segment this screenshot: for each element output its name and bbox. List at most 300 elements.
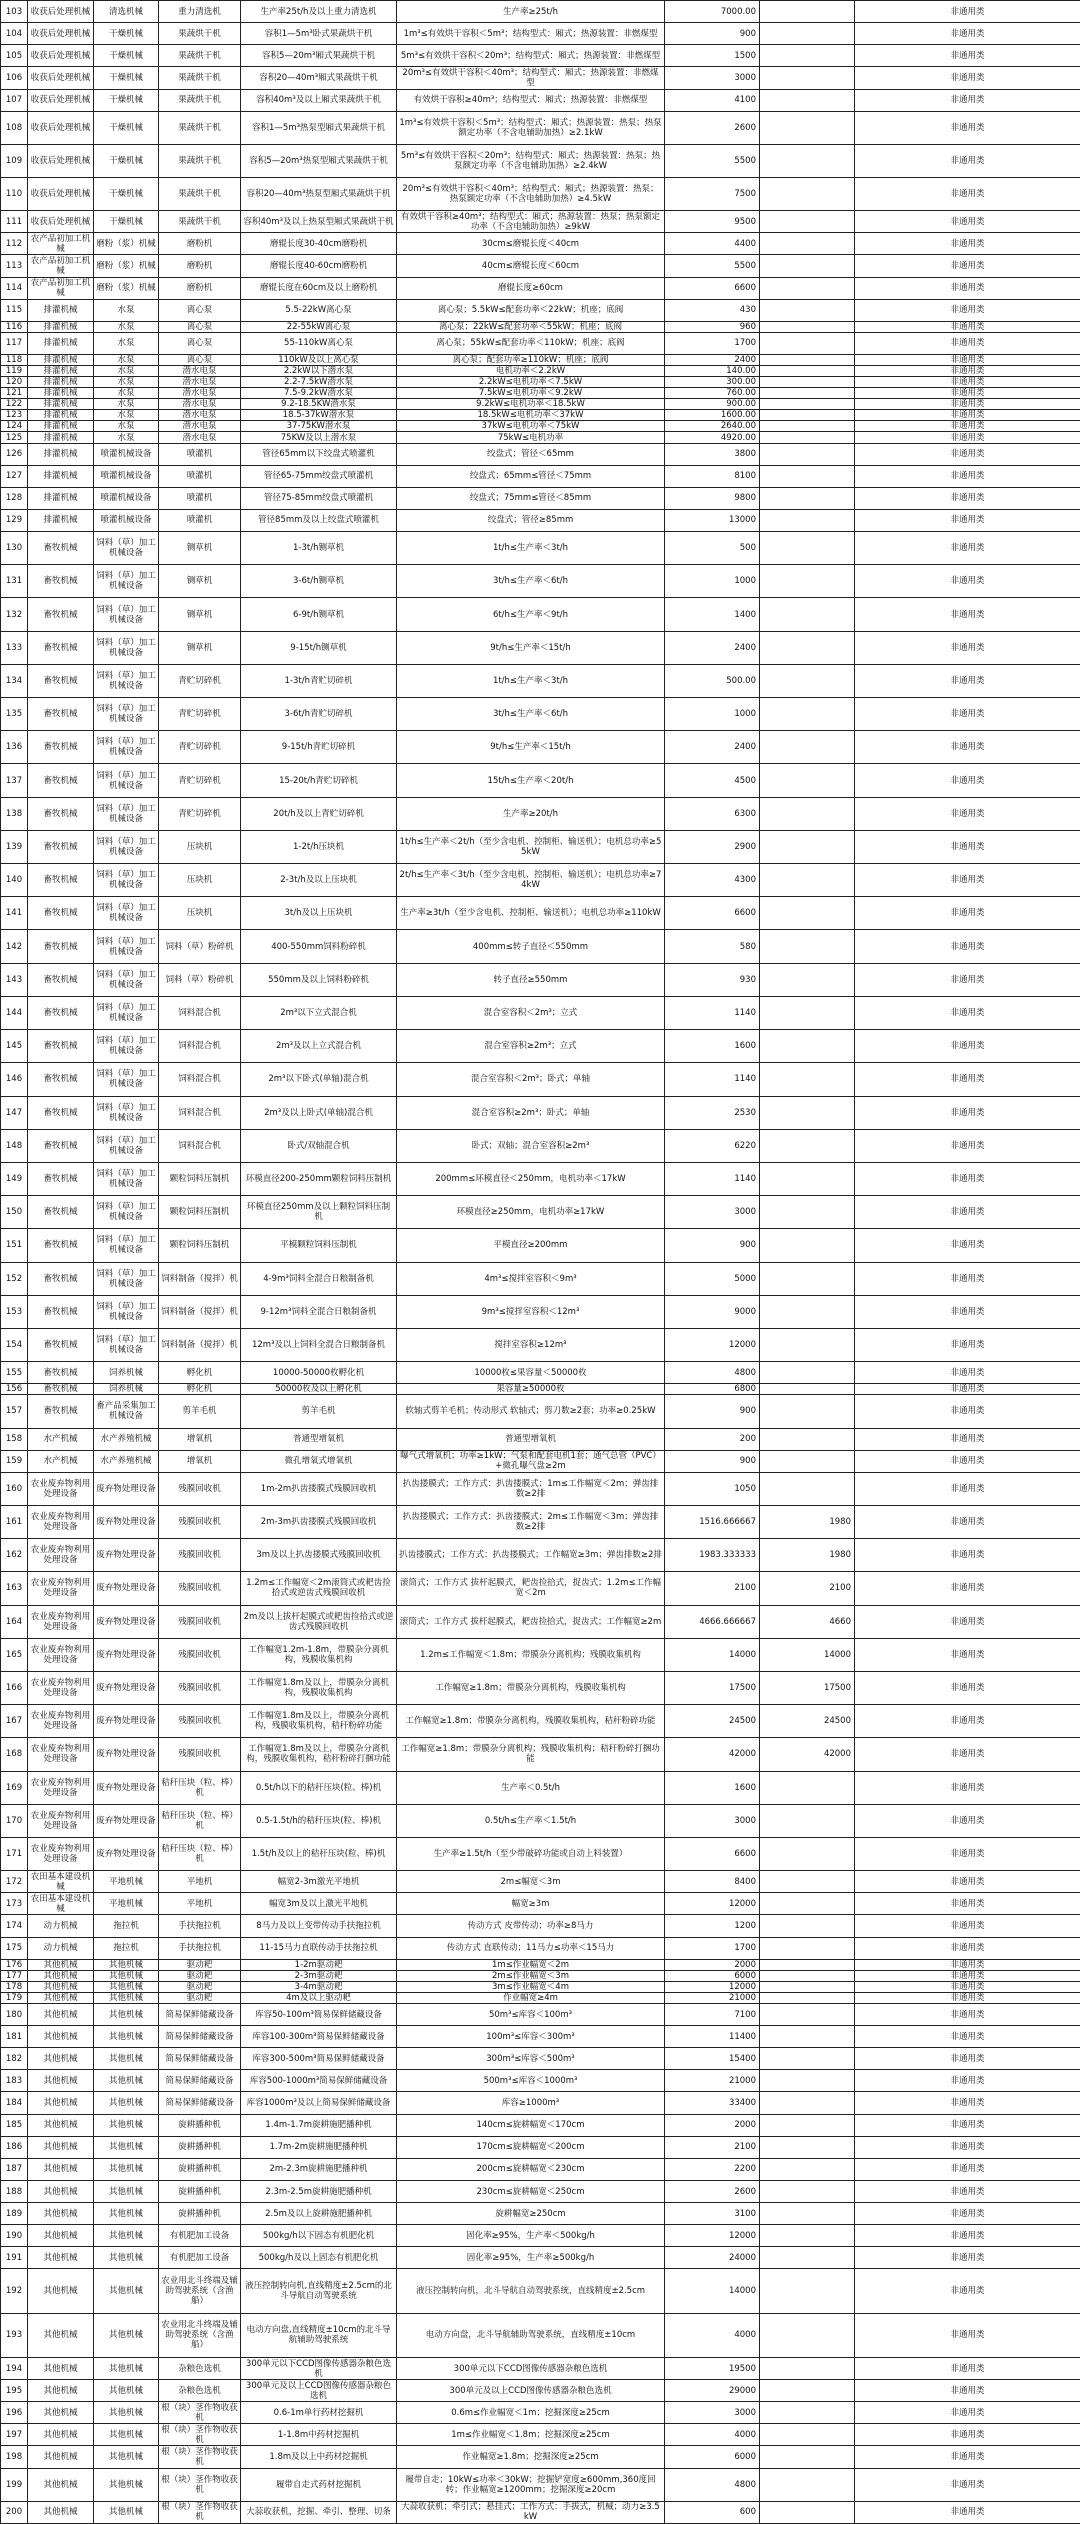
cell-col-8: [760, 1804, 855, 1837]
cell-col-1: 138: [1, 797, 28, 830]
cell-col-5: 1-3t/h铡草机: [241, 532, 397, 565]
cell-col-1: 196: [1, 2402, 28, 2424]
cell-col-5: 10000-50000枚孵化机: [241, 1362, 397, 1384]
cell-col-9: 非通用类: [855, 2380, 1080, 2402]
cell-col-7: 1200: [665, 1915, 760, 1937]
cell-col-1: 170: [1, 1804, 28, 1837]
cell-col-6: 6t/h≤生产率＜9t/h: [397, 598, 665, 631]
cell-col-8: [760, 2424, 855, 2446]
cell-col-4: 果蔬烘干机: [159, 111, 241, 144]
cell-col-2: 其他机械: [28, 2424, 94, 2446]
cell-col-4: 有机肥加工设备: [159, 2247, 241, 2269]
cell-col-9: 非通用类: [855, 1395, 1080, 1428]
cell-col-3: 饲料（草）加工机械设备: [94, 598, 159, 631]
cell-col-2: 畜牧机械: [28, 731, 94, 764]
cell-col-1: 113: [1, 255, 28, 277]
cell-col-1: 106: [1, 67, 28, 89]
cell-col-1: 152: [1, 1262, 28, 1295]
cell-col-2: 其他机械: [28, 2003, 94, 2025]
cell-col-5: 12m³及以上饲料全混合日粮制备机: [241, 1328, 397, 1361]
cell-col-7: 6600: [665, 1838, 760, 1871]
table-row: [1, 1804, 1080, 1837]
cell-col-6: 软轴式剪羊毛机；传动形式 软轴式；剪刀数≥2套；功率≥0.25kW: [397, 1395, 665, 1428]
cell-col-8: [760, 332, 855, 354]
cell-col-8: [760, 1162, 855, 1195]
cell-col-3: 饲料（草）加工机械设备: [94, 1096, 159, 1129]
cell-col-7: 430: [665, 299, 760, 321]
cell-col-8: [760, 487, 855, 509]
cell-col-1: 167: [1, 1705, 28, 1738]
table-row: [1, 1428, 1080, 1450]
cell-col-7: 2600: [665, 2180, 760, 2202]
cell-col-4: 残膜回收机: [159, 1605, 241, 1638]
table-row: [1, 797, 1080, 830]
cell-col-6: 离心泵；配套功率≥110kW；机座；底阀: [397, 355, 665, 366]
cell-col-4: 根（块）茎作物收获机: [159, 2424, 241, 2446]
cell-col-7: 6600: [665, 277, 760, 299]
cell-col-2: 排灌机械: [28, 355, 94, 366]
cell-col-4: 杂粮色选机: [159, 2380, 241, 2402]
cell-col-1: 193: [1, 2313, 28, 2357]
cell-col-3: 废弃物处理设备: [94, 1771, 159, 1804]
cell-col-8: [760, 1328, 855, 1361]
cell-col-1: 173: [1, 1893, 28, 1915]
cell-col-7: 42000: [665, 1738, 760, 1771]
cell-col-8: [760, 2501, 855, 2523]
cell-col-9: 非通用类: [855, 1771, 1080, 1804]
cell-col-4: 旋耕播种机: [159, 2180, 241, 2202]
cell-col-4: 秸秆压块（粒、棒）机: [159, 1838, 241, 1871]
cell-col-1: 164: [1, 1605, 28, 1638]
cell-col-5: 2.2-7.5kW潜水泵: [241, 377, 397, 388]
cell-col-4: 铡草机: [159, 631, 241, 664]
cell-col-8: [760, 2180, 855, 2202]
cell-col-5: 11-15马力直联传动手扶拖拉机: [241, 1937, 397, 1959]
cell-col-5: 库容1000m³及以上简易保鲜储藏设备: [241, 2092, 397, 2114]
table-row: [1, 1992, 1080, 2003]
cell-col-9: 非通用类: [855, 299, 1080, 321]
table-row: [1, 731, 1080, 764]
cell-col-2: 农田基本建设机械: [28, 1871, 94, 1893]
cell-col-1: 125: [1, 432, 28, 443]
cell-col-4: 磨粉机: [159, 233, 241, 255]
cell-col-4: 颗粒饲料压制机: [159, 1229, 241, 1262]
cell-col-6: 1t/h≤生产率＜3t/h: [397, 532, 665, 565]
cell-col-3: 喷灌机械设备: [94, 487, 159, 509]
table-row: [1, 1605, 1080, 1638]
cell-col-6: 1m³≤有效烘干容积＜5m³；结构型式：厢式；热源装置：热泵；热泵额定功率（不含电辅助加热）≥2.1kW: [397, 111, 665, 144]
table-row: [1, 1959, 1080, 1970]
cell-col-5: 110kW及以上离心泵: [241, 355, 397, 366]
cell-col-2: 农业废弃物利用处理设备: [28, 1539, 94, 1572]
cell-col-7: 13000: [665, 509, 760, 531]
cell-col-4: 孵化机: [159, 1384, 241, 1395]
cell-col-6: 37kW≤电机功率＜75kW: [397, 421, 665, 432]
cell-col-2: 动力机械: [28, 1937, 94, 1959]
cell-col-2: 农产品初加工机械: [28, 277, 94, 299]
cell-col-7: 6600: [665, 897, 760, 930]
cell-col-2: 其他机械: [28, 2501, 94, 2523]
cell-col-2: 收获后处理机械: [28, 1, 94, 23]
cell-col-4: 残膜回收机: [159, 1472, 241, 1505]
cell-col-9: 非通用类: [855, 2070, 1080, 2092]
cell-col-5: 容积20—40m³热泵型厢式果蔬烘干机: [241, 178, 397, 211]
cell-col-7: 15400: [665, 2048, 760, 2070]
cell-col-2: 其他机械: [28, 2402, 94, 2424]
cell-col-8: [760, 89, 855, 111]
cell-col-9: 非通用类: [855, 89, 1080, 111]
table-row: [1, 1384, 1080, 1395]
cell-col-7: 4800: [665, 2468, 760, 2501]
cell-col-9: 非通用类: [855, 532, 1080, 565]
cell-col-6: 15t/h≤生产率＜20t/h: [397, 764, 665, 797]
cell-col-4: 有机肥加工设备: [159, 2225, 241, 2247]
cell-col-2: 其他机械: [28, 2026, 94, 2048]
cell-col-5: 幅宽2-3m激光平地机: [241, 1871, 397, 1893]
cell-col-3: 饲料（草）加工机械设备: [94, 664, 159, 697]
cell-col-9: 非通用类: [855, 1229, 1080, 1262]
cell-col-3: 水泵: [94, 421, 159, 432]
cell-col-6: 混合室容积≥2m³；卧式；单轴: [397, 1096, 665, 1129]
cell-col-3: 饲料（草）加工机械设备: [94, 1328, 159, 1361]
cell-col-3: 拖拉机: [94, 1915, 159, 1937]
cell-col-4: 根（块）茎作物收获机: [159, 2446, 241, 2468]
cell-col-6: 2m≤幅宽＜3m: [397, 1871, 665, 1893]
cell-col-3: 拖拉机: [94, 1937, 159, 1959]
cell-col-7: 3000: [665, 1196, 760, 1229]
cell-col-9: 非通用类: [855, 1992, 1080, 2003]
cell-col-9: 非通用类: [855, 2048, 1080, 2070]
cell-col-3: 饲料（草）加工机械设备: [94, 1063, 159, 1096]
cell-col-2: 农业废弃物利用处理设备: [28, 1804, 94, 1837]
cell-col-7: 1140: [665, 1063, 760, 1096]
cell-col-3: 其他机械: [94, 2468, 159, 2501]
cell-col-9: 非通用类: [855, 399, 1080, 410]
cell-col-2: 水产机械: [28, 1428, 94, 1450]
cell-col-5: 1.5t/h及以上的秸秆压块(粒、棒)机: [241, 1838, 397, 1871]
cell-col-5: 2.3m-2.5m旋耕施肥播种机: [241, 2180, 397, 2202]
cell-col-5: 工作幅宽1.8m及以上，带膜杂分离机构，残膜收集机构，秸秆粉碎功能: [241, 1705, 397, 1738]
cell-col-3: 其他机械: [94, 2380, 159, 2402]
cell-col-8: [760, 144, 855, 177]
cell-col-8: 24500: [760, 1705, 855, 1738]
cell-col-9: 非通用类: [855, 1196, 1080, 1229]
cell-col-3: 其他机械: [94, 2402, 159, 2424]
cell-col-8: 2100: [760, 1572, 855, 1605]
cell-col-4: 简易保鲜储藏设备: [159, 2070, 241, 2092]
cell-col-1: 141: [1, 897, 28, 930]
cell-col-1: 133: [1, 631, 28, 664]
cell-col-1: 116: [1, 321, 28, 332]
table-row: [1, 2357, 1080, 2379]
cell-col-2: 农业废弃物利用处理设备: [28, 1505, 94, 1538]
cell-col-5: 9.2-18.5KW潜水泵: [241, 399, 397, 410]
cell-col-3: 水泵: [94, 355, 159, 366]
cell-col-5: 2m及以上拔杆起膜式或耙齿捡拾式或逆齿式残膜回收机: [241, 1605, 397, 1638]
cell-col-1: 159: [1, 1450, 28, 1472]
cell-col-8: [760, 1262, 855, 1295]
cell-col-3: 饲料（草）加工机械设备: [94, 1196, 159, 1229]
cell-col-1: 134: [1, 664, 28, 697]
table-row: [1, 388, 1080, 399]
cell-col-8: [760, 1196, 855, 1229]
cell-col-6: 转子直径≥550mm: [397, 963, 665, 996]
cell-col-8: [760, 764, 855, 797]
cell-col-8: [760, 233, 855, 255]
cell-col-4: 颗粒饲料压制机: [159, 1196, 241, 1229]
cell-col-5: 1.8m及以上中药材挖掘机: [241, 2446, 397, 2468]
cell-col-3: 其他机械: [94, 2180, 159, 2202]
cell-col-8: [760, 963, 855, 996]
cell-col-6: 工作幅宽≥1.8m；带膜杂分离机构，残膜收集机构，秸秆粉碎功能: [397, 1705, 665, 1738]
cell-col-4: 潜水电泵: [159, 410, 241, 421]
cell-col-4: 喷灌机: [159, 443, 241, 465]
table-row: [1, 2446, 1080, 2468]
cell-col-9: 非通用类: [855, 1162, 1080, 1195]
cell-col-3: 水泵: [94, 432, 159, 443]
cell-col-5: 大蒜收获机，挖掘、牵引、整理、切条: [241, 2501, 397, 2523]
cell-col-6: 2.2kW≤电机功率＜7.5kW: [397, 377, 665, 388]
cell-col-2: 畜牧机械: [28, 764, 94, 797]
cell-col-6: 1m≤作业幅宽＜2m: [397, 1959, 665, 1970]
cell-col-9: 非通用类: [855, 1262, 1080, 1295]
cell-col-7: 6300: [665, 797, 760, 830]
cell-col-1: 131: [1, 565, 28, 598]
cell-col-3: 水产养殖机械: [94, 1428, 159, 1450]
cell-col-1: 185: [1, 2114, 28, 2136]
cell-col-6: 固化率≥95%，生产率＜500kg/h: [397, 2225, 665, 2247]
cell-col-9: 非通用类: [855, 864, 1080, 897]
cell-col-6: 电动方向盘，北斗导航辅助驾驶系统，直线精度±10cm: [397, 2313, 665, 2357]
cell-col-9: 非通用类: [855, 23, 1080, 45]
cell-col-9: 非通用类: [855, 1428, 1080, 1450]
cell-col-8: 1980: [760, 1505, 855, 1538]
cell-col-3: 干燥机械: [94, 67, 159, 89]
cell-col-1: 179: [1, 1992, 28, 2003]
cell-col-7: 6800: [665, 1384, 760, 1395]
cell-col-1: 200: [1, 2501, 28, 2523]
cell-col-1: 166: [1, 1671, 28, 1704]
cell-col-8: 42000: [760, 1738, 855, 1771]
cell-col-6: 大蒜收获机；牵引式；悬挂式；工作方式：手拔式，机械；动力≥3.5kW: [397, 2501, 665, 2523]
cell-col-2: 畜牧机械: [28, 830, 94, 863]
cell-col-3: 饲料（草）加工机械设备: [94, 1162, 159, 1195]
cell-col-1: 128: [1, 487, 28, 509]
cell-col-5: 0.6-1m单行药材挖掘机: [241, 2402, 397, 2424]
cell-col-5: 生产率25t/h及以上重力清选机: [241, 1, 397, 23]
cell-col-3: 磨粉（浆）机械: [94, 233, 159, 255]
table-row: [1, 321, 1080, 332]
cell-col-2: 排灌机械: [28, 465, 94, 487]
table-row: [1, 1129, 1080, 1162]
cell-col-1: 194: [1, 2357, 28, 2379]
cell-col-2: 农业废弃物利用处理设备: [28, 1605, 94, 1638]
cell-col-5: 剪羊毛机: [241, 1395, 397, 1428]
cell-col-6: 1.2m≤工作幅宽＜1.8m；带膜杂分离机构；残膜收集机构: [397, 1638, 665, 1671]
cell-col-3: 其他机械: [94, 2003, 159, 2025]
cell-col-6: 2m≤作业幅宽＜3m: [397, 1970, 665, 1981]
cell-col-8: [760, 631, 855, 664]
cell-col-4: 离心泵: [159, 321, 241, 332]
table-row: [1, 2247, 1080, 2269]
cell-col-2: 畜牧机械: [28, 1328, 94, 1361]
cell-col-9: 非通用类: [855, 2203, 1080, 2225]
cell-col-7: 21000: [665, 2070, 760, 2092]
cell-col-9: 非通用类: [855, 1915, 1080, 1937]
cell-col-9: 非通用类: [855, 2357, 1080, 2379]
cell-col-2: 其他机械: [28, 2247, 94, 2269]
cell-col-4: 青贮切碎机: [159, 664, 241, 697]
cell-col-7: 12000: [665, 1328, 760, 1361]
cell-col-9: 非通用类: [855, 1539, 1080, 1572]
cell-col-9: 非通用类: [855, 2402, 1080, 2424]
table-row: [1, 421, 1080, 432]
cell-col-7: 14000: [665, 2269, 760, 2313]
cell-col-8: [760, 598, 855, 631]
table-row: [1, 2380, 1080, 2402]
cell-col-7: 500: [665, 532, 760, 565]
cell-col-3: 饲料（草）加工机械设备: [94, 1295, 159, 1328]
cell-col-6: 10000枚≤果容量＜50000枚: [397, 1362, 665, 1384]
cell-col-2: 其他机械: [28, 2380, 94, 2402]
cell-col-1: 140: [1, 864, 28, 897]
cell-col-9: 非通用类: [855, 421, 1080, 432]
cell-col-4: 杂粮色选机: [159, 2357, 241, 2379]
cell-col-3: 饲料（草）加工机械设备: [94, 1030, 159, 1063]
cell-col-7: 2530: [665, 1096, 760, 1129]
cell-col-1: 144: [1, 996, 28, 1029]
cell-col-2: 收获后处理机械: [28, 144, 94, 177]
cell-col-8: [760, 698, 855, 731]
cell-col-9: 非通用类: [855, 1981, 1080, 1992]
cell-col-2: 畜牧机械: [28, 1162, 94, 1195]
cell-col-4: 潜水电泵: [159, 399, 241, 410]
cell-col-1: 162: [1, 1539, 28, 1572]
cell-col-7: 24000: [665, 2247, 760, 2269]
cell-col-1: 189: [1, 2203, 28, 2225]
cell-col-7: 1600: [665, 1771, 760, 1804]
cell-col-2: 其他机械: [28, 2269, 94, 2313]
cell-col-9: 非通用类: [855, 2180, 1080, 2202]
cell-col-3: 干燥机械: [94, 178, 159, 211]
cell-col-1: 198: [1, 2446, 28, 2468]
cell-col-5: 2-3m驱动耙: [241, 1970, 397, 1981]
cell-col-6: 作业幅宽≥1.8m；挖掘深度≥25cm: [397, 2446, 665, 2468]
cell-col-9: 非通用类: [855, 1959, 1080, 1970]
table-row: [1, 1638, 1080, 1671]
cell-col-9: 非通用类: [855, 443, 1080, 465]
cell-col-4: 平地机: [159, 1893, 241, 1915]
table-row: [1, 2003, 1080, 2025]
cell-col-6: 3t/h≤生产率＜6t/h: [397, 565, 665, 598]
cell-col-1: 118: [1, 355, 28, 366]
table-row: [1, 2225, 1080, 2247]
cell-col-5: 液压控制转向机,直线精度±2.5cm的北斗导航自动驾驶系统: [241, 2269, 397, 2313]
table-row: [1, 598, 1080, 631]
cell-col-3: 废弃物处理设备: [94, 1804, 159, 1837]
cell-col-3: 废弃物处理设备: [94, 1539, 159, 1572]
table-row: [1, 1705, 1080, 1738]
cell-col-9: 非通用类: [855, 1605, 1080, 1638]
cell-col-4: 重力清选机: [159, 1, 241, 23]
table-row: [1, 2203, 1080, 2225]
cell-col-4: 饲料（草）粉碎机: [159, 930, 241, 963]
cell-col-6: 1m≤作业幅宽＜1.8m；挖掘深度≥25cm: [397, 2424, 665, 2446]
cell-col-1: 175: [1, 1937, 28, 1959]
cell-col-8: [760, 664, 855, 697]
cell-col-2: 收获后处理机械: [28, 45, 94, 67]
table-row: [1, 410, 1080, 421]
cell-col-4: 铡草机: [159, 565, 241, 598]
table-row: [1, 2070, 1080, 2092]
cell-col-8: [760, 443, 855, 465]
cell-col-1: 107: [1, 89, 28, 111]
table-row: [1, 963, 1080, 996]
cell-col-8: [760, 1295, 855, 1328]
cell-col-3: 其他机械: [94, 2203, 159, 2225]
cell-col-3: 其他机械: [94, 2313, 159, 2357]
cell-col-7: 1700: [665, 1937, 760, 1959]
cell-col-7: 3800: [665, 443, 760, 465]
cell-col-1: 172: [1, 1871, 28, 1893]
cell-col-7: 2000: [665, 2114, 760, 2136]
cell-col-8: [760, 377, 855, 388]
cell-col-7: 4500: [665, 764, 760, 797]
cell-col-2: 排灌机械: [28, 487, 94, 509]
table-row: [1, 1196, 1080, 1229]
cell-col-3: 饲料（草）加工机械设备: [94, 631, 159, 664]
cell-col-5: 5.5-22kW离心泵: [241, 299, 397, 321]
cell-col-2: 农业废弃物利用处理设备: [28, 1738, 94, 1771]
cell-col-2: 畜牧机械: [28, 1229, 94, 1262]
cell-col-1: 147: [1, 1096, 28, 1129]
cell-col-5: 管径65mm以下绞盘式喷灌机: [241, 443, 397, 465]
cell-col-5: 8马力及以上变带传动手扶拖拉机: [241, 1915, 397, 1937]
cell-col-4: 饲料混合机: [159, 1129, 241, 1162]
table-row: [1, 111, 1080, 144]
table-row: [1, 2180, 1080, 2202]
cell-col-6: 滚筒式；工作方式 拔杆起膜式，耙齿捡拾式，捉齿式；工作幅宽≥2m: [397, 1605, 665, 1638]
cell-col-1: 163: [1, 1572, 28, 1605]
cell-col-5: 库容300-500m³简易保鲜储藏设备: [241, 2048, 397, 2070]
cell-col-2: 畜牧机械: [28, 1129, 94, 1162]
cell-col-9: 非通用类: [855, 1362, 1080, 1384]
cell-col-2: 农业废弃物利用处理设备: [28, 1671, 94, 1704]
cell-col-6: 工作幅宽≥1.8m；带膜杂分离机构；残膜收集机构；秸秆粉碎打捆功能: [397, 1738, 665, 1771]
cell-col-2: 农业废弃物利用处理设备: [28, 1771, 94, 1804]
cell-col-6: 有效烘干容积≥40m³；结构型式：厢式；热源装置：热泵；热泵额定功率（不含电辅助加热）≥9kW: [397, 211, 665, 233]
cell-col-6: 平模直径≥200mm: [397, 1229, 665, 1262]
cell-col-9: 非通用类: [855, 1, 1080, 23]
cell-col-5: 0.5t/h以下的秸秆压块(粒、棒)机: [241, 1771, 397, 1804]
table-row: [1, 178, 1080, 211]
cell-col-4: 农业用北斗终端及辅助驾驶系统（含渔船）: [159, 2269, 241, 2313]
cell-col-4: 旋耕播种机: [159, 2158, 241, 2180]
cell-col-2: 畜牧机械: [28, 1262, 94, 1295]
cell-col-2: 农田基本建设机械: [28, 1893, 94, 1915]
cell-col-7: 12000: [665, 1981, 760, 1992]
table-row: [1, 2468, 1080, 2501]
cell-col-6: 履带自走；10kW≤功率＜30kW；挖掘铲宽度≥600mm,360度回转；作业幅宽≥1200mm；挖掘深度≥20cm: [397, 2468, 665, 2501]
cell-col-9: 非通用类: [855, 2501, 1080, 2523]
cell-col-8: [760, 996, 855, 1029]
cell-col-4: 驱动耙: [159, 1959, 241, 1970]
cell-col-2: 畜牧机械: [28, 797, 94, 830]
cell-col-4: 平地机: [159, 1871, 241, 1893]
cell-col-8: 14000: [760, 1638, 855, 1671]
cell-col-6: 绞盘式；75mm≤管径＜85mm: [397, 487, 665, 509]
cell-col-9: 非通用类: [855, 1572, 1080, 1605]
